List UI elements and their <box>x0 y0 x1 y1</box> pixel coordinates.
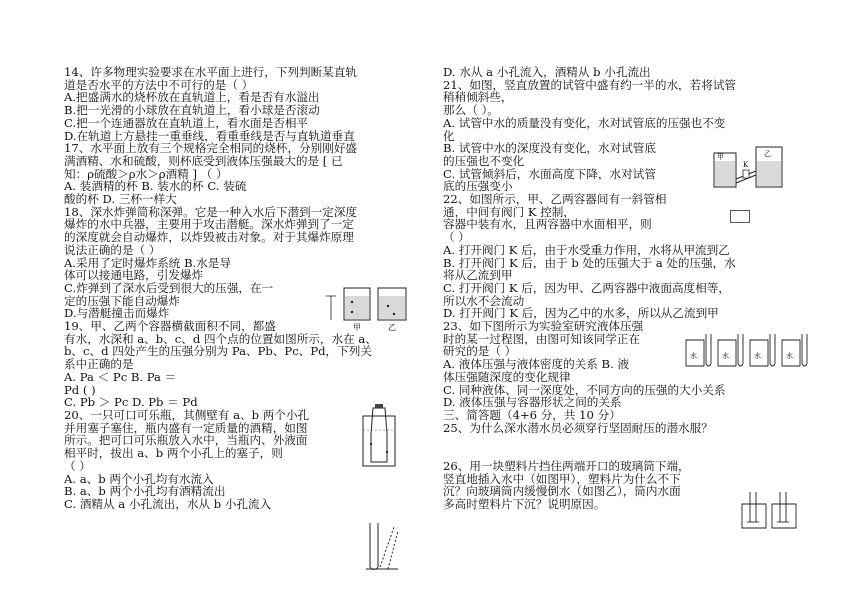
q23-manometers-figure <box>684 330 809 368</box>
text-line: 20、一只可口可乐瓶，其侧壁有 a、b 两个小孔 <box>64 408 310 422</box>
text-line: 系中正确的是 <box>64 358 134 371</box>
text-line: 26、用一块塑料片挡住两端开口的玻璃筒下端， <box>443 459 690 473</box>
text-line: 定的压强下能自动爆炸 <box>64 294 180 308</box>
water-label: 水 <box>690 352 697 360</box>
text-line: 并用塞子塞住，瓶内盛有一定质量的酒精，如图 <box>64 421 308 435</box>
q26-glass-tube-drawing <box>740 490 800 530</box>
text-line: C.炸弹到了深水后受到很大的压强，在一 <box>64 281 274 295</box>
text-line: D. 打开阀门 K 后，因为乙中的水多，所以从乙流到甲 <box>443 307 719 321</box>
text-line: 所以水不会流动 <box>443 294 525 308</box>
text-line: A. Pa ＜ Pc B. Pa ＝ <box>64 370 177 384</box>
text-line: 说法正确的是（ ） <box>64 243 161 257</box>
text-line: D.在轨道上方悬挂一重垂线，看重垂线是否与直轨道垂直 <box>64 129 355 143</box>
q19-containers-drawing <box>322 282 414 332</box>
text-line: A.采用了定时爆炸系统 B.水是导 <box>64 256 232 270</box>
text-line: 竖直地插入水中（如图甲），塑料片为什么不下 <box>443 472 681 486</box>
text-line: 容器中装有水，且两容器中水面相平，则 <box>443 218 652 232</box>
text-line: （ ） <box>64 459 91 473</box>
yi-label: 乙 <box>764 150 771 158</box>
text-line: C. 打开阀门 K 后，因为甲、乙两容器中液面高度相等， <box>443 281 730 295</box>
text-line: C.把一个连通器放在直轨道上，看水面是否相平 <box>64 116 309 130</box>
text-line: 知：ρ硫酸＞ρ水＞ρ酒精 ] （ ） <box>64 167 228 181</box>
text-line: A.把盛满水的烧杯放在直轨道上，看是否有水溢出 <box>64 91 320 105</box>
text-line: B. 试管中水的深度没有变化，水对试管底 <box>443 142 656 155</box>
text-line: A. a、b 两个小孔均有水流入 <box>64 472 214 486</box>
text-line: A. 试管中水的质量没有变化，水对试管底的压强也不变 <box>443 116 726 130</box>
text-line: 将从乙流到甲 <box>443 269 513 282</box>
text-line: 时的某一过程图，由图可知该同学正在 <box>443 332 641 346</box>
text-line: 化 <box>443 129 455 143</box>
water-label: 水 <box>754 352 761 360</box>
text-line: C. 试管倾斜后，水面高度下降，水对试管 <box>443 167 656 181</box>
text-line: C. 酒精从 a 小孔流出，水从 b 小孔流入 <box>64 497 272 511</box>
water-label: 水 <box>786 352 793 360</box>
q19-containers-figure <box>322 282 414 332</box>
text-line: B.把一光滑的小球放在直轨道上，看小球是否滚动 <box>64 104 320 117</box>
text-line: 14、许多物理实验要求在水平面上进行，下列判断某直轨 <box>64 66 358 79</box>
text-line: D.与潜艇撞击而爆炸 <box>64 307 170 321</box>
valve-label: K <box>743 161 749 169</box>
jia-label: 甲 <box>717 153 724 161</box>
text-line: 通，中间有阀门 K 控制， <box>443 205 575 219</box>
text-line <box>443 434 803 447</box>
jia-label: 甲 <box>353 323 361 332</box>
q22-valve-drawing <box>712 145 786 193</box>
text-line: 的压强也不变化 <box>443 154 525 168</box>
text-line: 22、如图所示，甲、乙两容器间有一斜管相 <box>443 193 667 206</box>
text-line: 相平时，拔出 a、b 两个小孔上的塞子，则 <box>64 447 283 460</box>
answer-box <box>730 210 750 223</box>
text-line: 底的压强变小 <box>443 180 513 194</box>
text-line: 23、如下图所示为实验室研究液体压强 <box>443 320 644 333</box>
right-column <box>443 66 803 511</box>
text-line: 18、深水炸弹简称深弹。它是一种入水后下潜到一定深度 <box>64 205 358 219</box>
text-line: 研究的是（ ） <box>443 345 517 359</box>
text-line: 爆炸的水中兵器，主要用于攻击潜艇。深水炸弹到了一定 <box>64 218 354 232</box>
text-line: 酸的杯 D. 三杯一样大 <box>64 193 177 206</box>
text-line: 的深度就会自动爆炸，以炸毁被击对象。对于其爆炸原理 <box>64 231 354 244</box>
q22-valve-figure <box>712 145 786 193</box>
text-line: B. a、b 两个小孔均有酒精流出 <box>64 485 226 498</box>
text-line: （ ） <box>443 231 470 244</box>
text-line: 25、为什么深水潜水员必须穿行坚固耐压的潜水服？ <box>443 421 713 435</box>
text-line: 沉？向玻璃筒内缓慢倒水（如图乙），筒内水面 <box>443 485 681 498</box>
text-line: Pd ( ) <box>64 383 96 397</box>
text-line: A. 液体压强与液体密度的关系 B. 液 <box>443 358 630 371</box>
water-label: 水 <box>722 352 729 360</box>
text-line: 多高时塑料片下沉？说明原因。 <box>443 497 606 511</box>
yi-label: 乙 <box>388 323 396 332</box>
text-line: 道是否水平的方法中不可行的是（ ） <box>64 78 254 92</box>
text-line: A. 打开阀门 K 后，由于水受重力作用，水将从甲流到乙 <box>443 243 730 257</box>
q23-manometers-drawing <box>684 330 809 368</box>
text-line: C. 同种液体、同一深度处，不同方向的压强的大小关系 <box>443 383 726 397</box>
q21-test-tube-figure <box>364 521 400 573</box>
text-line: B. 打开阀门 K 后，由于 b 处的压强大于 a 处的压强，水 <box>443 256 736 270</box>
text-line: 19、甲、乙两个容器横截面积不同，都盛 <box>64 320 276 333</box>
text-line: A. 装酒精的杯 B. 装水的杯 C. 装硫 <box>64 180 247 194</box>
text-line: 体压强随深度的变化规律 <box>443 370 571 384</box>
text-line: D. 水从 a 小孔流入，酒精从 b 小孔流出 <box>443 66 651 79</box>
q20-bottle-drawing <box>361 400 397 470</box>
q20-bottle-figure <box>361 400 397 470</box>
text-line: D. 液体压强与容器形状之间的关系 <box>443 396 622 409</box>
text-line: 体可以接通电路，引发爆炸 <box>64 269 204 282</box>
text-line: C. Pb ＞ Pc D. Pb ＝ Pd <box>64 396 198 409</box>
text-line <box>443 447 803 460</box>
text-line: b、c、d 四处产生的压强分别为 Pa、Pb、Pc、Pd，下列关 <box>64 345 372 359</box>
text-line: 那么（ ）。 <box>443 104 499 117</box>
text-line: 21、如图，竖直放置的试管中盛有约一半的水，若将试管 <box>443 78 737 92</box>
text-line: 满酒精、水和硫酸，则杯底受到液体压强最大的是 [ 已 <box>64 154 343 168</box>
text-line: 有水，水深和 a、b、c、d 四个点的位置如图所示，水在 a、 <box>64 332 377 346</box>
q21-test-tube-drawing <box>364 521 400 573</box>
text-line: 稍稍倾斜些， <box>443 91 513 105</box>
text-line: 17、水平面上放有三个规格完全相同的烧杯，分别刚好盛 <box>64 142 358 155</box>
text-line: 所示。把可口可乐瓶放入水中，当瓶内、外液面 <box>64 434 308 448</box>
q26-glass-tube-figure <box>740 490 800 530</box>
text-line: 三、简答题（4+6 分，共 10 分） <box>443 408 621 422</box>
